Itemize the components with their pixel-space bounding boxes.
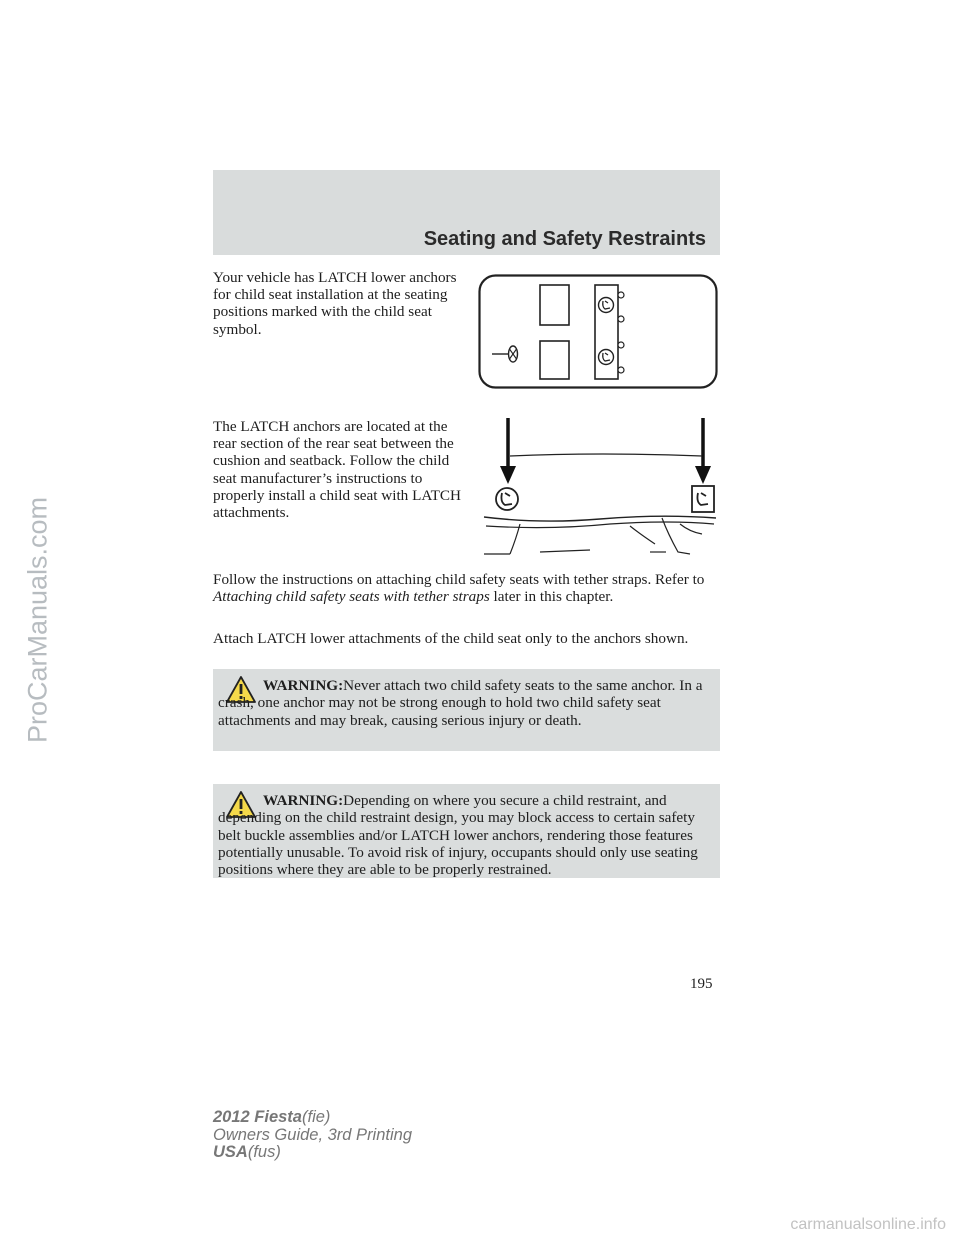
latch-anchor-figure bbox=[480, 414, 720, 562]
anchor-marker bbox=[618, 292, 624, 298]
section-title: Seating and Safety Restraints bbox=[423, 228, 706, 250]
child-seat-symbol-icon bbox=[599, 298, 614, 313]
paragraph-latch-intro: Your vehicle has LATCH lower anchors for child seat installation at the seating positions marked with the child seat symbol. bbox=[213, 269, 457, 338]
page-number: 195 bbox=[690, 976, 713, 992]
tether-text-lead: Follow the instructions on attaching child safety seats with tether straps. Refer to bbox=[213, 571, 705, 588]
tether-text-tail: later in this chapter. bbox=[493, 588, 614, 606]
warning-box-2 bbox=[213, 784, 720, 878]
bottom-watermark: carmanualsonline.info bbox=[790, 1216, 946, 1233]
child-seat-symbol-icon bbox=[692, 486, 714, 512]
paragraph-anchor-location: The LATCH anchors are located at the rear section of the rear seat between the cushion and seatback. Follow the child seat manufacturer’s instructions to properly install a child seat with LATCH attachments. bbox=[213, 418, 462, 522]
warning-box-1 bbox=[213, 669, 720, 751]
warning-label: WARNING: bbox=[263, 792, 344, 809]
paragraph-tether-reference bbox=[213, 571, 723, 605]
warning-text: Depending on where you secure a child restraint, and depending on the child restraint design, you may block access to certain safety belt buckle assemblies and/or LATCH lower anchors, rendering those features potentially unusable. To avoid risk of injury, occupants should only use seating positions where they are able to be properly restrained. bbox=[218, 792, 698, 879]
arrow-down-icon bbox=[695, 466, 711, 484]
anchor-marker bbox=[618, 367, 624, 373]
warning-label: WARNING: bbox=[263, 677, 344, 694]
side-watermark-text: ProCarManuals.com bbox=[22, 496, 53, 744]
child-seat-symbol-icon bbox=[599, 350, 614, 365]
arrow-down-icon bbox=[500, 466, 516, 484]
seating-diagram-figure bbox=[478, 274, 720, 390]
footer-model-code: (fie) bbox=[301, 1108, 331, 1126]
front-seat-left bbox=[540, 285, 569, 325]
anchor-marker bbox=[618, 342, 624, 348]
footer-market-code: (fus) bbox=[247, 1143, 281, 1161]
child-seat-symbol-icon bbox=[496, 488, 518, 510]
footer-model: 2012 Fiesta bbox=[213, 1108, 302, 1126]
section-header-band bbox=[213, 170, 720, 255]
warning-text: Never attach two child safety seats to the same anchor. In a crash, one anchor may not be strong enough to hold two child safety seat attachments and may break, causing serious injury or death. bbox=[218, 677, 703, 729]
paragraph-attach-latch: Attach LATCH lower attachments of the child seat only to the anchors shown. bbox=[213, 630, 689, 647]
footer-market: USA bbox=[213, 1143, 248, 1161]
document-footer bbox=[213, 1109, 412, 1162]
anchor-marker bbox=[618, 316, 624, 322]
front-seat-right bbox=[540, 341, 569, 379]
tether-section-reference: Attaching child safety seats with tether straps bbox=[213, 588, 490, 606]
footer-printing: Owners Guide, 3rd Printing bbox=[213, 1125, 413, 1144]
